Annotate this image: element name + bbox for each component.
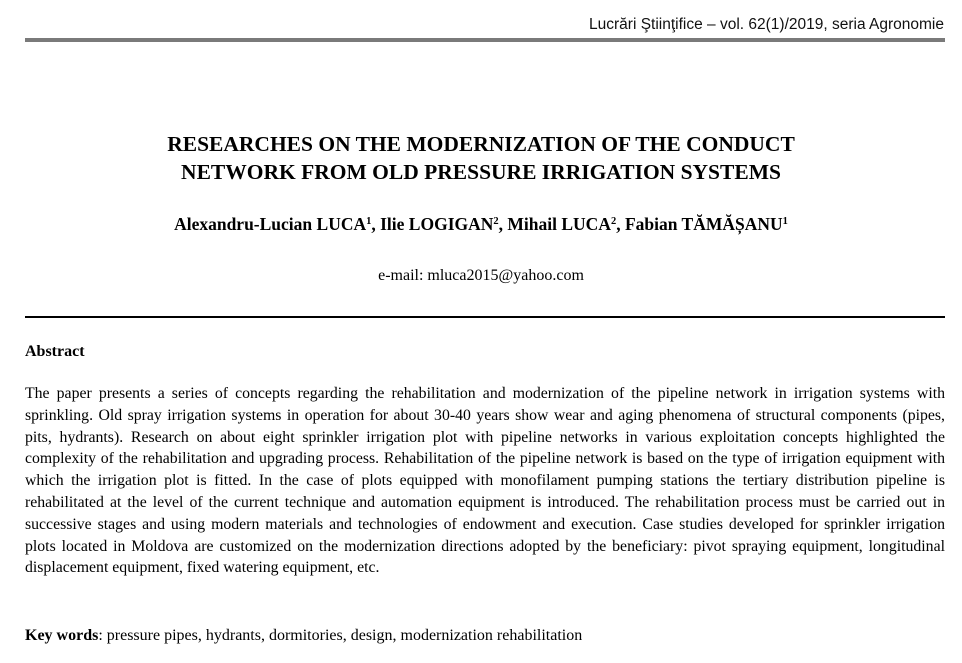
author-name: Fabian TĂMĂȘANU [624, 214, 783, 234]
author-name: Alexandru-Lucian LUCA [174, 214, 367, 234]
section-divider [25, 316, 945, 318]
abstract-text: The paper presents a series of concepts regarding the rehabilitation and modernization of the pipeline network in irrigation systems with sprinkling. Old spray irrigation systems in operation for about 30-40 years show wear and aging phenomena of structural components (pipes, pits, hydrants). Research on about eight sprinkler irrigation plot with pipeline networks in various exploitation concepts highlighted the complexity of the rehabilitation and upgrading process. Rehabilitation of the pipeline network is based on the type of irrigation equipment with which the irrigation plot is fitted. In the case of plots equipped with monofilament pumping stations the tertiary distribution pipeline is rehabilitated at the level of the current technique and automation equipment is introduced. The rehabilitation process must be carried out in successive stages and using modern materials and technologies of endowment and execution. Case studies developed for sprinkler irrigation plots located in Moldova are customized on the modernization directions adopted by the beneficiary: pivot spraying equipment, longitudinal displacement equipment, fixed watering equipment, etc. [25, 385, 945, 577]
author: Alexandru-Lucian LUCA$^1$, [174, 214, 381, 234]
paper-title [60, 130, 902, 186]
author [625, 214, 788, 234]
title-line-1: RESEARCHES ON THE MODERNIZATION OF THE CONDUCT [167, 132, 795, 156]
author: Mihail LUCA$^2$, [507, 214, 625, 234]
contact-email: e-mail: mluca2015@yahoo.com [378, 267, 584, 284]
author-name: Mihail LUCA [507, 214, 611, 234]
author-affiliation: 2 [493, 216, 499, 227]
author-affiliation: 1 [366, 216, 372, 227]
keywords-label: Key words [25, 627, 99, 644]
header-divider [25, 38, 945, 42]
keywords [25, 627, 945, 645]
keywords-text: : pressure pipes, hydrants, dormitories, design, modernization rehabilitation [98, 627, 583, 644]
title-line-2: NETWORK FROM OLD PRESSURE IRRIGATION SYSTEMS [181, 160, 781, 184]
author-affiliation: 1 [782, 216, 788, 227]
author-list [40, 214, 922, 235]
author-name: Ilie LOGIGAN [380, 214, 494, 234]
journal-header: Lucrări Ştiinţifice – vol. 62(1)/2019, seria Agronomie [589, 16, 944, 33]
author-affiliation: 2 [610, 216, 617, 227]
abstract-heading: Abstract [25, 343, 85, 360]
author: Ilie LOGIGAN$^2$, [380, 214, 508, 234]
